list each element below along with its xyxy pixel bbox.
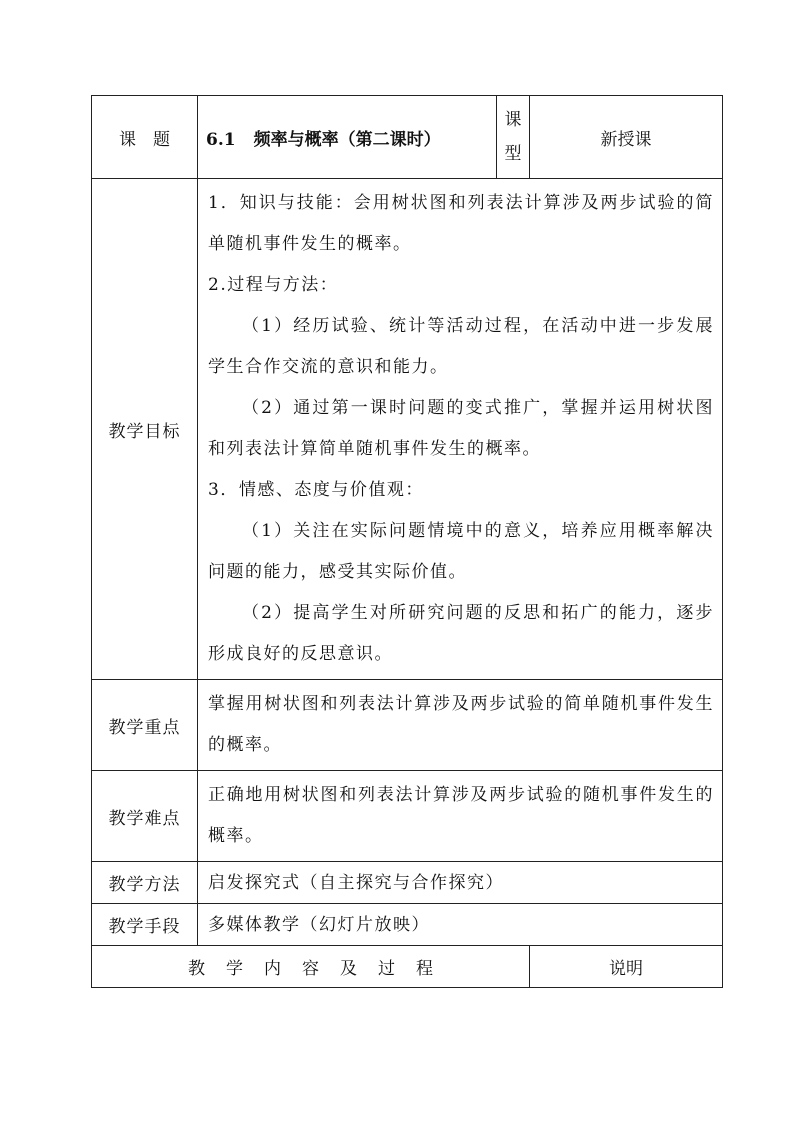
method-row <box>92 862 723 904</box>
note-label: 说明 <box>530 946 723 988</box>
method-text: 启发探究式（自主探究与合作探究） <box>198 862 723 904</box>
key-points-label: 教学重点 <box>92 680 198 771</box>
objectives-content <box>198 179 723 680</box>
objective-item: （1）经历试验、统计等活动过程，在活动中进一步发展学生合作交流的意识和能力。 <box>208 316 714 377</box>
key-points-row <box>92 680 723 771</box>
topic-title: 频率与概率（第二课时） <box>253 129 441 150</box>
topic-number: 6.1 <box>206 129 236 150</box>
key-points-text: 掌握用树状图和列表法计算涉及两步试验的简单随机事件发生的概率。 <box>198 680 723 771</box>
type-label <box>497 96 530 179</box>
topic-label: 课 题 <box>92 96 198 179</box>
objective-item: （2）提高学生对所研究问题的反思和拓广的能力，逐步形成良好的反思意识。 <box>208 603 714 664</box>
topic-title-cell <box>198 96 497 179</box>
process-label: 教学内容及过程 <box>92 946 530 988</box>
difficulties-text: 正确地用树状图和列表法计算涉及两步试验的随机事件发生的概率。 <box>198 771 723 862</box>
objective-item: 1．知识与技能：会用树状图和列表法计算涉及两步试验的简单随机事件发生的概率。 <box>208 193 714 254</box>
objectives-label: 教学目标 <box>92 179 198 680</box>
header-row <box>92 96 723 179</box>
lesson-plan-table <box>91 95 723 988</box>
type-label-char-1: 课 <box>504 110 522 130</box>
footer-row <box>92 946 723 988</box>
type-value: 新授课 <box>530 96 723 179</box>
means-row <box>92 904 723 946</box>
objective-item: 3．情感、态度与价值观： <box>208 480 424 500</box>
method-label: 教学方法 <box>92 862 198 904</box>
objectives-row <box>92 179 723 680</box>
means-text: 多媒体教学（幻灯片放映） <box>198 904 723 946</box>
objective-item: （2）通过第一课时问题的变式推广，掌握并运用树状图和列表法计算简单随机事件发生的概率。 <box>208 398 714 459</box>
means-label: 教学手段 <box>92 904 198 946</box>
type-label-char-2: 型 <box>504 144 522 164</box>
difficulties-label: 教学难点 <box>92 771 198 862</box>
objective-item: 2.过程与方法： <box>208 275 339 295</box>
difficulties-row <box>92 771 723 862</box>
objective-item: （1）关注在实际问题情境中的意义，培养应用概率解决问题的能力，感受其实际价值。 <box>208 521 714 582</box>
